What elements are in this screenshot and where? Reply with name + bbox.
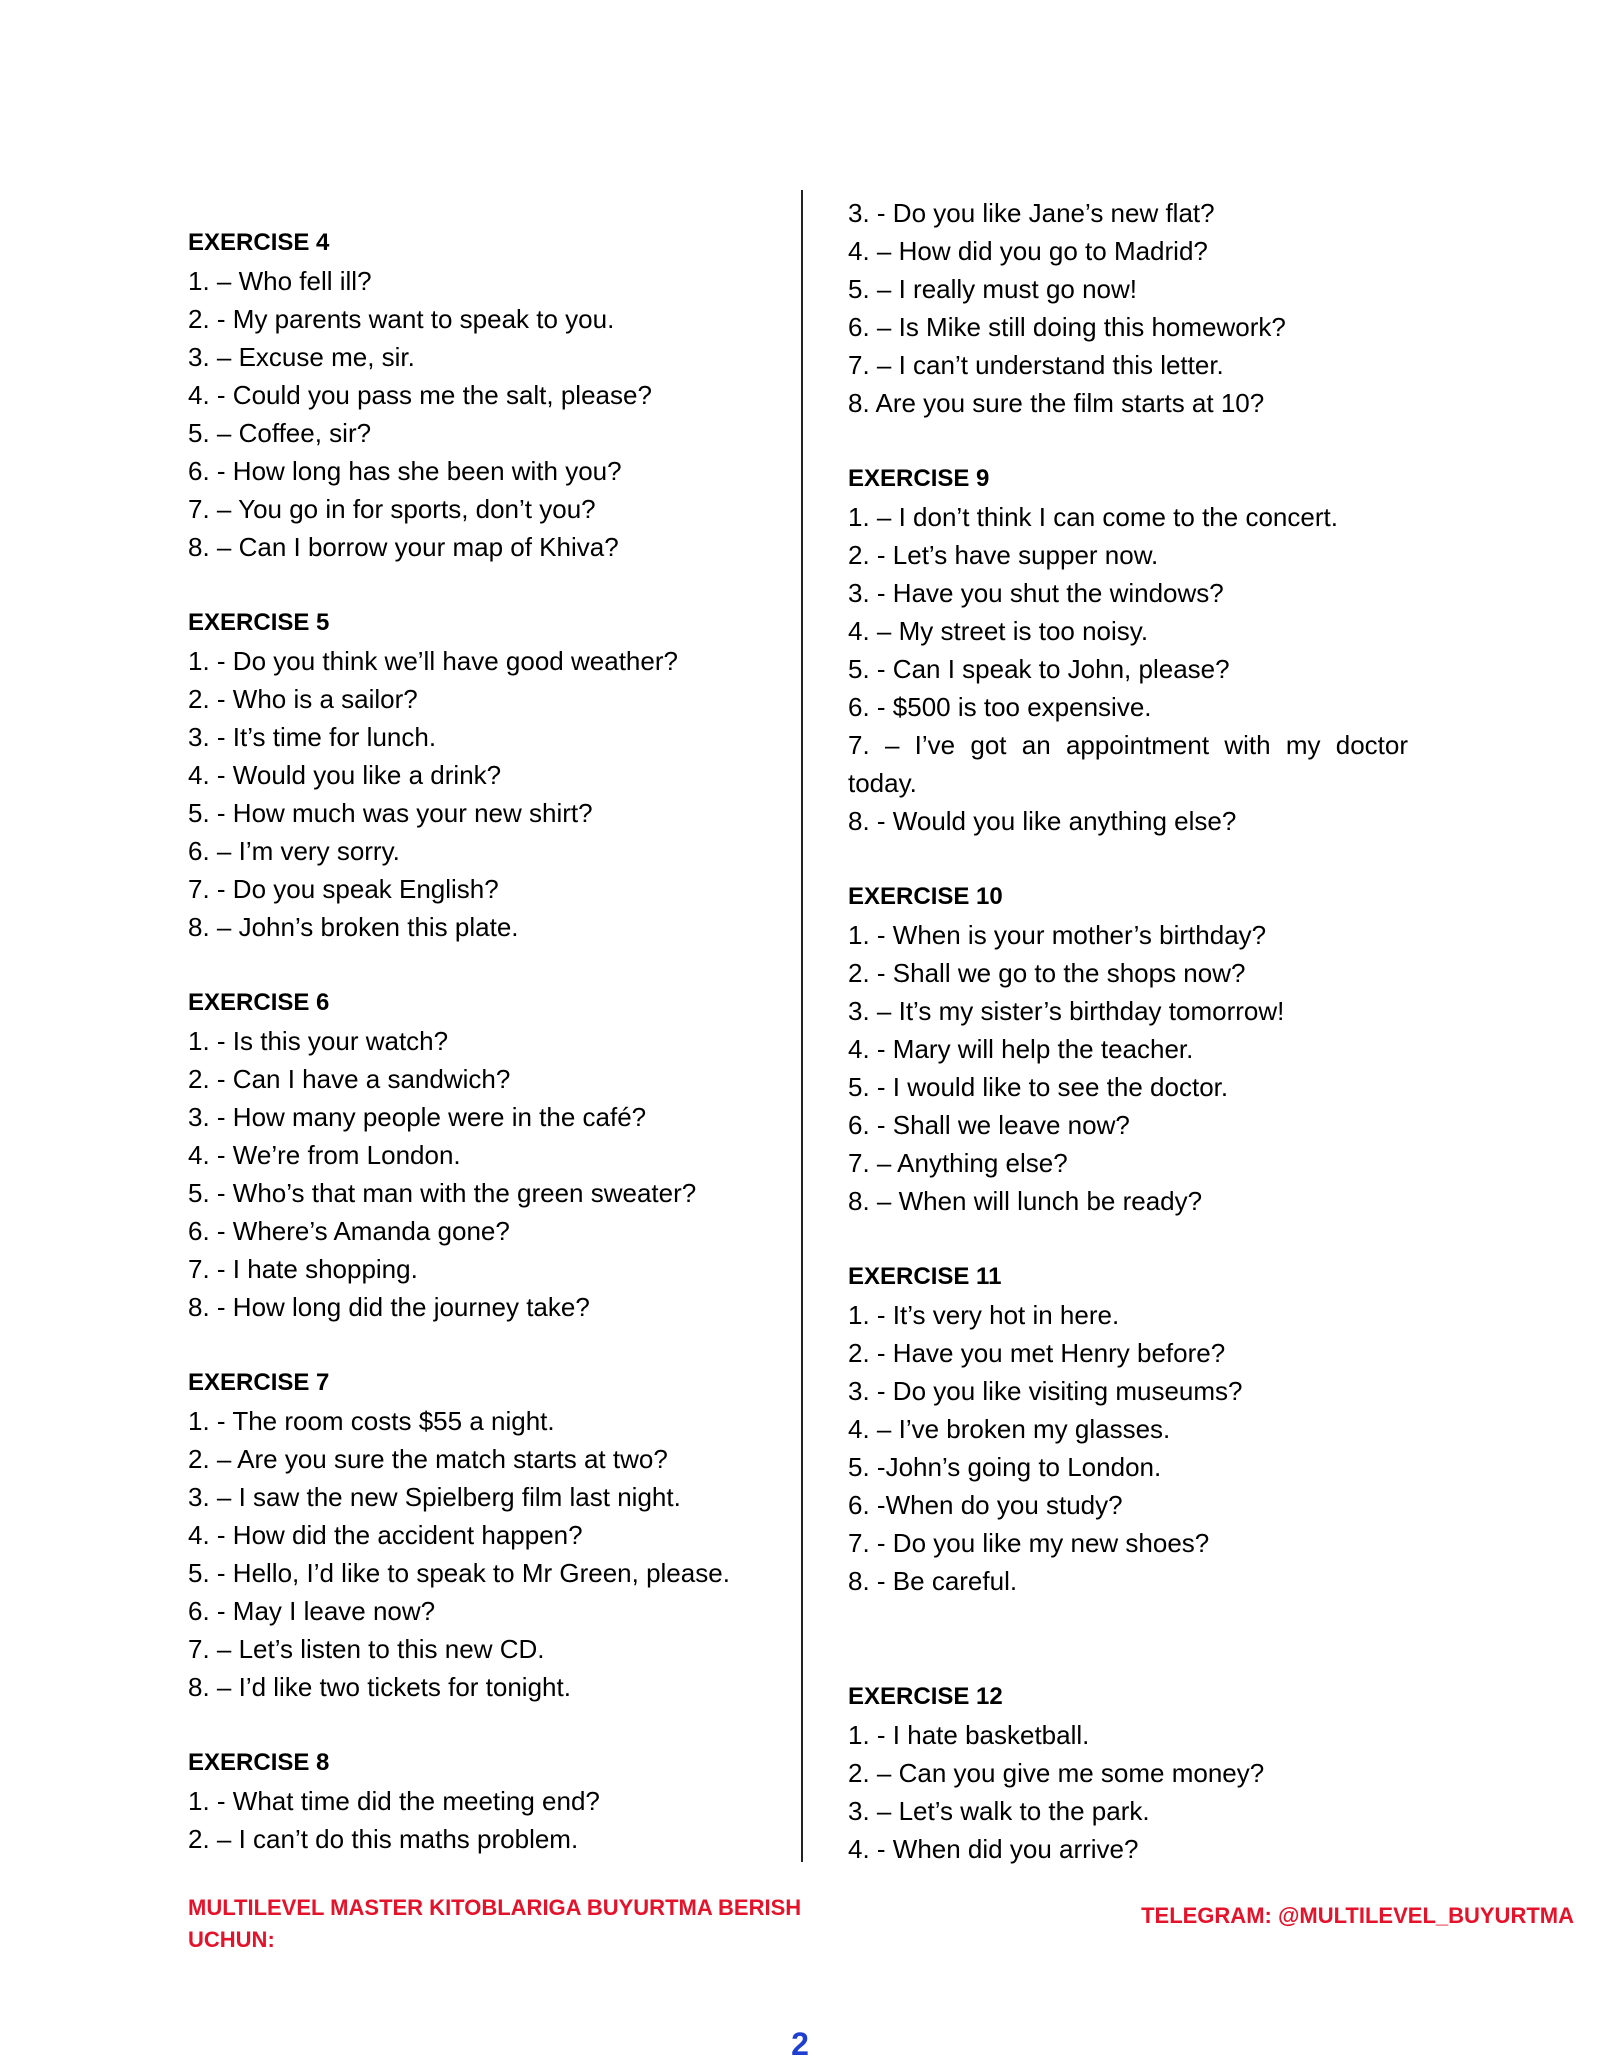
list-item: 5. - How much was your new shirt? <box>188 798 593 828</box>
list-item: 4. - How did the accident happen? <box>188 1520 583 1550</box>
exercise-7 <box>188 1364 788 1706</box>
list-item: 6. - $500 is too expensive. <box>848 692 1152 722</box>
list-item: 8. – Can I borrow your map of Khiva? <box>188 532 619 562</box>
list-item: 3. – Let’s walk to the park. <box>848 1796 1150 1826</box>
list-item: 4. – I’ve broken my glasses. <box>848 1414 1171 1444</box>
list-item: 6. – Is Mike still doing this homework? <box>848 312 1286 342</box>
list-item: 4. – How did you go to Madrid? <box>848 236 1208 266</box>
exercise-12 <box>848 1678 1408 1868</box>
list-item: 2. - Shall we go to the shops now? <box>848 958 1246 988</box>
list-item: 1. - The room costs $55 a night. <box>188 1406 555 1436</box>
list-item: 7. - Do you speak English? <box>188 874 499 904</box>
list-item: 8. – When will lunch be ready? <box>848 1186 1203 1216</box>
list-item: 6. – I’m very sorry. <box>188 836 400 866</box>
list-item: 8. Are you sure the film starts at 10? <box>848 388 1265 418</box>
list-item: 2. – Can you give me some money? <box>848 1758 1265 1788</box>
exercise-title: EXERCISE 9 <box>848 465 990 492</box>
list-item: 2. - Who is a sailor? <box>188 684 418 714</box>
list-item: 4. - Could you pass me the salt, please? <box>188 380 652 410</box>
list-item: 8. - How long did the journey take? <box>188 1292 590 1322</box>
exercise-title: EXERCISE 11 <box>848 1263 1002 1290</box>
exercise-title: EXERCISE 5 <box>188 609 330 636</box>
list-item: 5. – I really must go now! <box>848 274 1138 304</box>
list-item: 8. – I’d like two tickets for tonight. <box>188 1672 571 1702</box>
list-item: 6. - May I leave now? <box>188 1596 436 1626</box>
exercise-6 <box>188 984 788 1326</box>
exercise-title: EXERCISE 12 <box>848 1683 1003 1710</box>
column-divider <box>801 190 803 1862</box>
list-item: 6. - How long has she been with you? <box>188 456 622 486</box>
list-item: 6. - Shall we leave now? <box>848 1110 1130 1140</box>
list-item: 7. – I can’t understand this letter. <box>848 350 1224 380</box>
list-item: 1. - Do you think we’ll have good weather? <box>188 646 678 676</box>
list-item: 7. - I hate shopping. <box>188 1254 418 1284</box>
list-item: 3. - Do you like visiting museums? <box>848 1376 1243 1406</box>
exercise-10 <box>848 878 1408 1220</box>
list-item: 2. - My parents want to speak to you. <box>188 304 615 334</box>
list-item: 8. - Would you like anything else? <box>848 806 1237 836</box>
exercise-11 <box>848 1258 1408 1600</box>
list-item: 2. - Can I have a sandwich? <box>188 1064 511 1094</box>
list-item: 1. - When is your mother’s birthday? <box>848 920 1267 950</box>
list-item: 4. – My street is too noisy. <box>848 616 1149 646</box>
list-item: 5. - I would like to see the doctor. <box>848 1072 1229 1102</box>
list-item: 5. -John’s going to London. <box>848 1452 1162 1482</box>
list-item: 2. - Let’s have supper now. <box>848 540 1159 570</box>
list-item: 1. - What time did the meeting end? <box>188 1786 600 1816</box>
list-item: 7. – Let’s listen to this new CD. <box>188 1634 545 1664</box>
list-item: 1. - Is this your watch? <box>188 1026 449 1056</box>
list-item: 7. - Do you like my new shoes? <box>848 1528 1210 1558</box>
list-item: 1. – I don’t think I can come to the concert. <box>848 502 1338 532</box>
list-item: 3. - Do you like Jane’s new flat? <box>848 198 1215 228</box>
list-item: 2. – Are you sure the match starts at two? <box>188 1444 668 1474</box>
footer-order-text: MULTILEVEL MASTER KITOBLARIGA BUYURTMA BERISH UCHUN: <box>188 1895 802 1952</box>
list-item: 1. - It’s very hot in here. <box>848 1300 1120 1330</box>
exercise-title: EXERCISE 10 <box>848 883 1003 910</box>
list-item: 1. - I hate basketball. <box>848 1720 1090 1750</box>
exercise-5 <box>188 604 788 946</box>
page-number: 2 <box>791 2026 809 2062</box>
exercise-9 <box>848 460 1408 840</box>
list-item: 4. - We’re from London. <box>188 1140 461 1170</box>
list-item: 3. - Have you shut the windows? <box>848 578 1224 608</box>
exercise-8-continued <box>848 194 1408 422</box>
exercise-title: EXERCISE 6 <box>188 989 330 1016</box>
list-item: 5. – Coffee, sir? <box>188 418 372 448</box>
list-item: 5. - Hello, I’d like to speak to Mr Green, please. <box>188 1558 730 1588</box>
list-item: 2. – I can’t do this maths problem. <box>188 1824 579 1854</box>
list-item: 4. - Mary will help the teacher. <box>848 1034 1194 1064</box>
list-item: 4. - Would you like a drink? <box>188 760 502 790</box>
list-item: 3. – I saw the new Spielberg film last night. <box>188 1482 681 1512</box>
exercise-8 <box>188 1744 788 1858</box>
list-item: 4. - When did you arrive? <box>848 1834 1139 1864</box>
list-item: 8. - Be careful. <box>848 1566 1018 1596</box>
exercise-title: EXERCISE 8 <box>188 1749 330 1776</box>
list-item: 7. – Anything else? <box>848 1148 1068 1178</box>
footer-telegram[interactable]: TELEGRAM: @MULTILEVEL_BUYURTMA <box>1141 1903 1574 1928</box>
list-item: 6. - Where’s Amanda gone? <box>188 1216 510 1246</box>
list-item: 5. - Can I speak to John, please? <box>848 654 1230 684</box>
list-item: 7. – You go in for sports, don’t you? <box>188 494 596 524</box>
list-item: 3. – Excuse me, sir. <box>188 342 415 372</box>
list-item: 1. – Who fell ill? <box>188 266 372 296</box>
list-item: 5. - Who’s that man with the green sweater? <box>188 1178 697 1208</box>
exercise-title: EXERCISE 7 <box>188 1369 330 1396</box>
list-item: 6. -When do you study? <box>848 1490 1123 1520</box>
exercise-title: EXERCISE 4 <box>188 229 330 256</box>
list-item: 3. – It’s my sister’s birthday tomorrow! <box>848 996 1285 1026</box>
list-item: 3. - How many people were in the café? <box>188 1102 647 1132</box>
list-item: 8. – John’s broken this plate. <box>188 912 519 942</box>
list-item: 7. – I’ve got an appointment with my doctor today. <box>848 730 1408 798</box>
exercise-4 <box>188 224 788 566</box>
list-item: 2. - Have you met Henry before? <box>848 1338 1226 1368</box>
list-item: 3. - It’s time for lunch. <box>188 722 437 752</box>
